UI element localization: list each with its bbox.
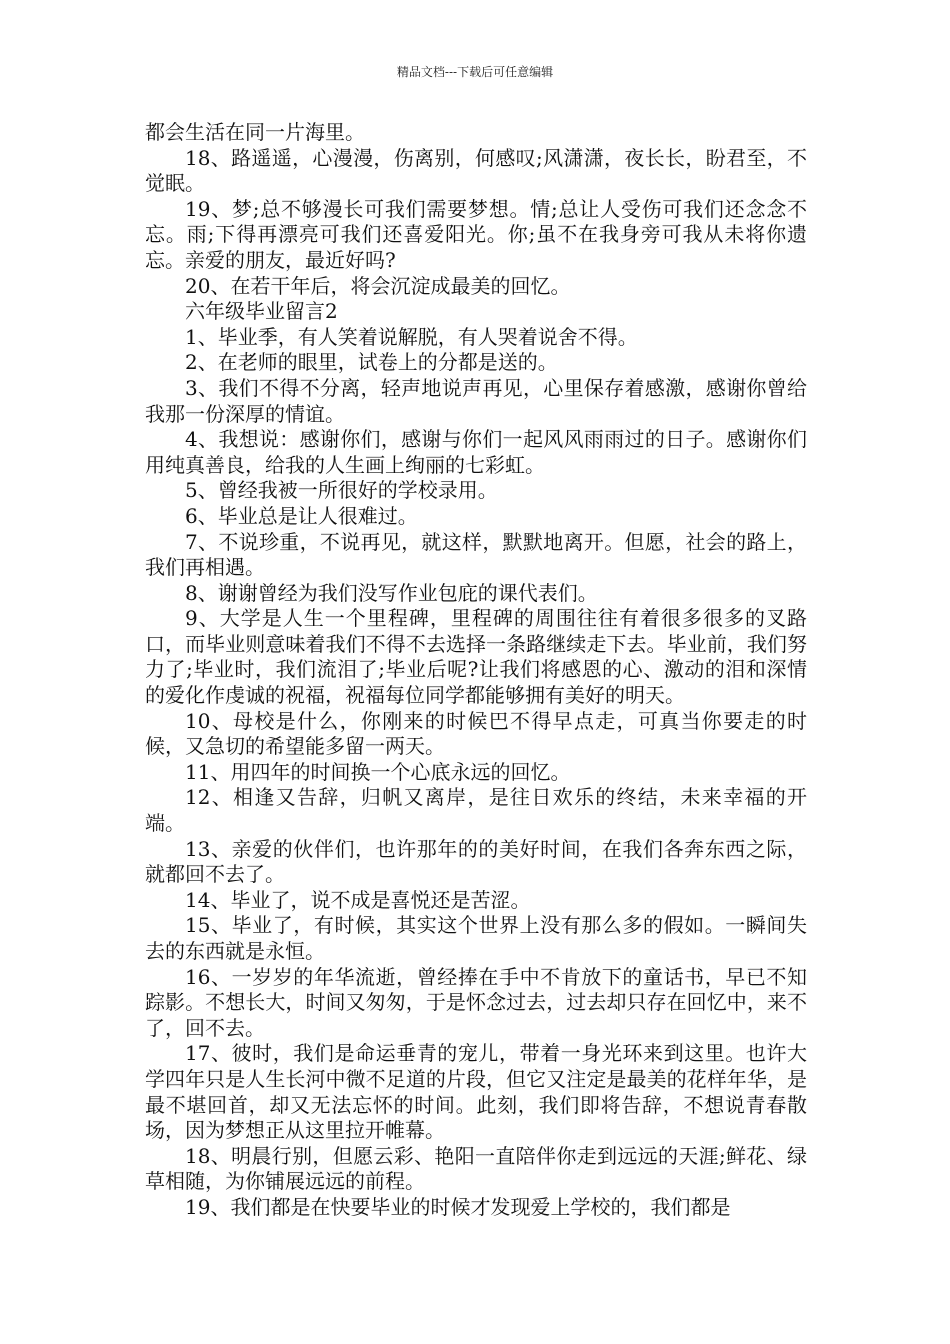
paragraph: 17、彼时，我们是命运垂青的宠儿，带着一身光环来到这里。也许大学四年只是人生长河中微不足道的片段，但它又注定是最美的花样年华，是最不堪回首，却又无法忘怀的时间。此刻，我们即将告辞，不想说青春散场，因为梦想正从这里拉开帷幕。 [145,1041,807,1143]
paragraph: 8、谢谢曾经为我们没写作业包庇的课代表们。 [185,580,598,605]
paragraph: 19、我们都是在快要毕业的时候才发现爱上学校的，我们都是 [185,1194,731,1219]
paragraph: 16、一岁岁的年华流逝，曾经捧在手中不肯放下的童话书，早已不知踪影。不想长大，时间又匆匆，于是怀念过去，过去却只存在回忆中，来不了，回不去。 [145,964,807,1040]
document-body [145,120,807,1221]
paragraph: 14、毕业了，说不成是喜悦还是苦涩。 [185,887,531,912]
paragraph: 15、毕业了，有时候，其实这个世界上没有那么多的假如。一瞬间失去的东西就是永恒。 [145,913,807,963]
paragraph: 20、在若干年后，将会沉淀成最美的回忆。 [185,273,571,298]
page-header: 精品文档---下载后可任意编辑 [396,65,554,79]
paragraph: 13、亲爱的伙伴们，也许那年的的美好时间，在我们各奔东西之际，就都回不去了。 [145,836,807,887]
paragraph: 1、毕业季，有人笑着说解脱，有人哭着说舍不得。 [185,324,638,349]
paragraph: 7、不说珍重，不说再见，就这样，默默地离开。但愿，社会的路上，我们再相遇。 [145,529,807,580]
paragraph: 18、明晨行别，但愿云彩、艳阳一直陪伴你走到远远的天涯;鲜花、绿草相随，为你铺展远远的前程。 [145,1143,807,1194]
paragraph: 6、毕业总是让人很难过。 [185,503,418,528]
paragraph: 11、用四年的时间换一个心底永远的回忆。 [185,759,571,784]
paragraph: 10、母校是什么，你刚来的时候巴不得早点走，可真当你要走的时候，又急切的希望能多留一两天。 [145,708,807,759]
paragraph: 都会生活在同一片海里。 [145,120,365,144]
paragraph: 3、我们不得不分离，轻声地说声再见，心里保存着感激，感谢你曾给我那一份深厚的情谊。 [145,375,807,426]
paragraph: 19、梦;总不够漫长可我们需要梦想。情;总让人受伤可我们还念念不忘。雨;下得再漂亮可我们还喜爱阳光。你;虽不在我身旁可我从未将你遗忘。亲爱的朋友，最近好吗? [145,196,807,272]
paragraph: 9、大学是人生一个里程碑，里程碑的周围往往有着很多很多的叉路口，而毕业则意味着我们不得不去选择一条路继续走下去。毕业前，我们努力了;毕业时，我们流泪了;毕业后呢?让我们将感恩的心、激动的泪和深情的爱化作虔诚的祝福，祝福每位同学都能够拥有美好的明天。 [145,606,807,708]
paragraph: 18、路遥遥，心漫漫，伤离别，何感叹;风潇潇，夜长长，盼君至，不觉眠。 [145,145,807,196]
paragraph: 12、相逢又告辞，归帆又离岸，是往日欢乐的终结，未来幸福的开端。 [145,785,807,836]
paragraph: 4、我想说：感谢你们，感谢与你们一起风风雨雨过的日子。感谢你们用纯真善良，给我的人生画上绚丽的七彩虹。 [145,427,807,477]
paragraph: 2、在老师的眼里，试卷上的分都是送的。 [185,350,558,375]
paragraph: 5、曾经我被一所很好的学校录用。 [185,478,498,503]
section-heading: 六年级毕业留言2 [185,299,338,324]
